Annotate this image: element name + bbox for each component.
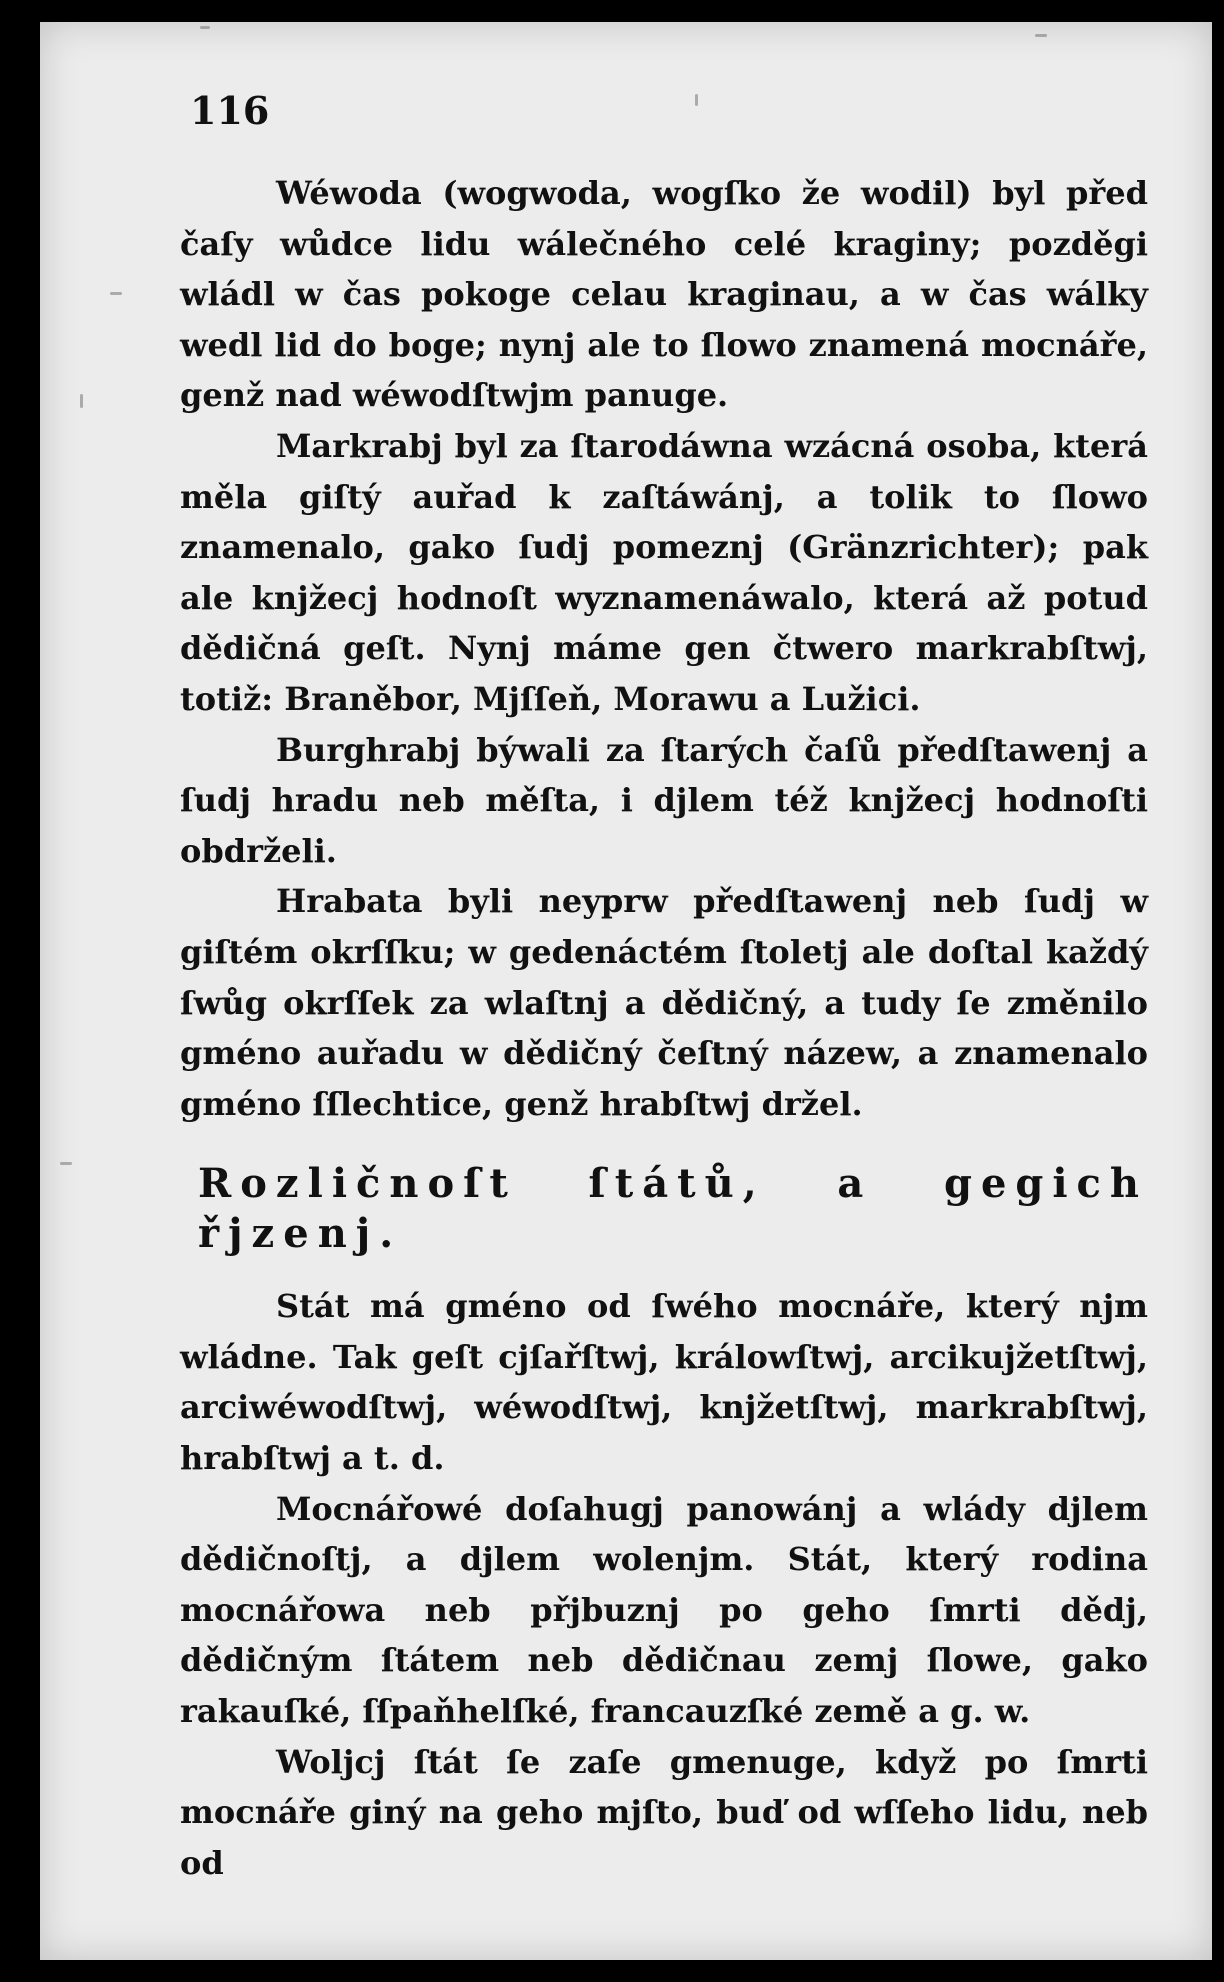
section-heading: Rozličnoſt ſtátů, a gegich řjzenj. xyxy=(198,1160,1148,1258)
paragraph-markrabj: Markrabj byl za ſtarodáwna wzácná osoba, která měla giſtý auřad k zaſtáwánj, a tolik to ſlowo znamenalo, gako ſudj pomeznj (Gränzrichter); pak ale knjžecj hodnoſt wyznamenáwalo, která až potud dědičná geſt. Nynj máme gen čtwero markrabſtwj, totiž: Braněbor, Mjſſeň, Morawu a Lužici. xyxy=(180,426,1148,718)
paragraph-wolici-stat: Woljcj ſtát ſe zaſe gmenuge, když po ſmrti mocnáře giný na geho mjſto, buď od wſſeho lidu, neb od xyxy=(180,1742,1148,1882)
paragraph-stat: Stát má gméno od ſwého mocnáře, který njm wládne. Tak geſt cjſařſtwj, králowſtwj, arcikujžetſtwj, arciwéwodſtwj, wéwodſtwj, knjžetſtwj, markrabſtwj, hrabſtwj a t. d. xyxy=(180,1287,1148,1478)
body-text xyxy=(180,168,1148,1888)
page-number: 116 xyxy=(190,88,270,133)
paragraph-mocnarowe: Mocnářowé doſahugj panowánj a wlády djlem dědičnoſtj, a djlem wolenjm. Stát, který rodina mocnářowa neb přjbuznj po geho ſmrti dědj, dědičným ſtátem neb dědičnau zemj ſlowe, gako rakauſké, ſſpaňhelſké, francauzſké země a g. w. xyxy=(180,1489,1148,1731)
paragraph-burghrabj: Burghrabj býwali za ſtarých čaſů předſtawenj a ſudj hradu neb měſta, i djlem též knjžecj hodnoſti obdrželi. xyxy=(180,730,1148,870)
paragraph-hrabata: Hrabata byli neyprw předſtawenj neb ſudj w giſtém okrſſku; w gedenáctém ſtoletj ale doſtal každý ſwůg okrſſek za wlaſtnj a dědičný, a tudy ſe změnilo gméno auřadu w dědičný čeſtný názew, a znamenalo gméno ſſlechtice, genž hrabſtwj držel. xyxy=(180,882,1148,1123)
paragraph-wewoda: Wéwoda (wogwoda, wogſko že wodil) byl před čaſy wůdce lidu wálečného celé kraginy; pozděgi wládl w čas pokoge celau kraginau, a w čas wálky wedl lid do boge; nynj ale to ſlowo znamená mocnáře, genž nad wéwodſtwjm panuge. xyxy=(180,174,1148,415)
